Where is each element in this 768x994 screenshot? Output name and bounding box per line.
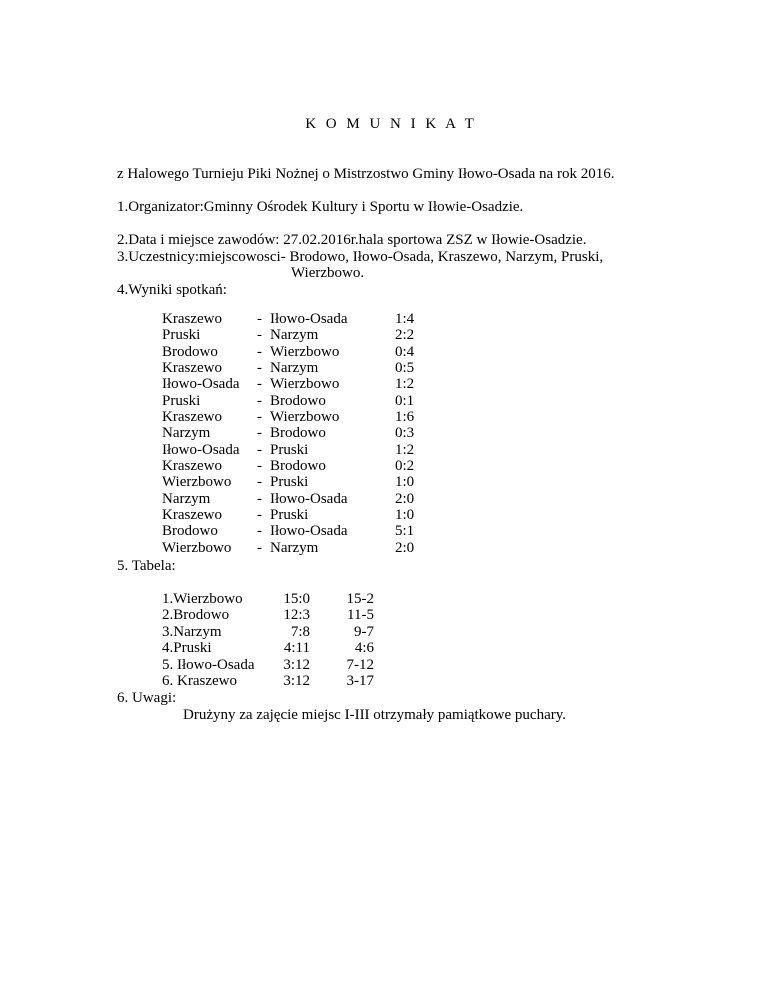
result-away-team: Iłowo-Osada	[270, 490, 348, 507]
standings-points: 7-12	[346, 656, 374, 673]
result-home-team: Wierzbowo	[162, 474, 232, 491]
result-score: 0:1	[395, 392, 415, 409]
result-away-team: Brodowo	[270, 457, 326, 474]
result-home-team: Kraszewo	[162, 359, 222, 376]
notes-heading: 6. Uwagi:	[117, 690, 177, 706]
result-home-team: Pruski	[162, 327, 201, 344]
result-home-team: Narzym	[162, 425, 211, 442]
result-away-team: Wierzbowo	[270, 376, 340, 393]
results-heading: 4.Wyniki spotkań:	[117, 282, 227, 298]
result-dash: -	[257, 490, 262, 507]
result-away-team: Narzym	[270, 539, 319, 556]
participants-line: 3.Uczestnicy:miejscowosci- Brodowo, Iłowo-Osada, Kraszewo, Narzym, Pruski,	[117, 249, 604, 265]
notes-text: Drużyny za zajęcie miejsc I-III otrzymały pamiątkowe puchary.	[183, 707, 567, 723]
result-away-team: Brodowo	[270, 425, 326, 442]
result-away-team: Iłowo-Osada	[270, 311, 348, 327]
table-heading: 5. Tabela:	[117, 558, 176, 574]
result-away-team: Brodowo	[270, 392, 326, 409]
result-dash: -	[257, 376, 262, 393]
standings-points: 4:6	[354, 640, 374, 657]
result-dash: -	[257, 506, 262, 523]
result-dash: -	[257, 343, 262, 360]
standings-goals: 12:3	[283, 607, 310, 624]
result-score: 0:3	[395, 425, 415, 442]
standings-goals: 7:8	[290, 623, 310, 640]
result-away-team: Narzym	[270, 327, 319, 344]
standings-goals: 3:12	[283, 656, 310, 673]
result-score: 1:0	[395, 474, 415, 491]
standings-team: 3.Narzym	[162, 623, 222, 640]
result-score: 1:2	[395, 376, 415, 393]
result-home-team: Iłowo-Osada	[162, 441, 240, 458]
result-score: 0:5	[395, 359, 415, 376]
result-home-team: Narzym	[162, 490, 211, 507]
standings-points: 11-5	[347, 607, 374, 624]
result-score: 0:4	[395, 343, 415, 360]
result-score: 0:2	[395, 457, 415, 474]
standings-team: 6. Kraszewo	[162, 672, 237, 689]
result-dash: -	[257, 311, 262, 327]
result-away-team: Wierzbowo	[270, 343, 340, 360]
result-dash: -	[257, 523, 262, 540]
result-score: 2:0	[395, 539, 415, 556]
organizer-line: 1.Organizator:Gminny Ośrodek Kultury i Sportu w Iłowie-Osadzie.	[117, 199, 524, 215]
result-score: 1:6	[395, 408, 415, 425]
standings-team: 4.Pruski	[162, 640, 212, 657]
result-dash: -	[257, 359, 262, 376]
result-dash: -	[257, 457, 262, 474]
result-away-team: Pruski	[270, 474, 309, 491]
result-dash: -	[257, 392, 262, 409]
result-dash: -	[257, 327, 262, 344]
standings-team: 2.Brodowo	[162, 607, 230, 624]
result-away-team: Pruski	[270, 506, 309, 523]
result-home-team: Kraszewo	[162, 408, 222, 425]
result-dash: -	[257, 408, 262, 425]
standings-points: 9-7	[354, 623, 374, 640]
result-score: 1:2	[395, 441, 415, 458]
result-home-team: Brodowo	[162, 343, 218, 360]
result-away-team: Pruski	[270, 441, 309, 458]
standings-points: 15-2	[346, 591, 374, 607]
result-away-team: Iłowo-Osada	[270, 523, 348, 540]
standings-goals: 15:0	[283, 591, 310, 607]
result-score: 5:1	[395, 523, 415, 540]
result-home-team: Kraszewo	[162, 506, 222, 523]
result-dash: -	[257, 441, 262, 458]
intro-line: z Halowego Turnieju Piki Nożnej o Mistrzostwo Gminy Iłowo-Osada na rok 2016.	[117, 166, 615, 182]
result-score: 1:0	[395, 506, 415, 523]
result-home-team: Pruski	[162, 392, 201, 409]
result-score: 2:0	[395, 490, 415, 507]
standings-team: 5. Iłowo-Osada	[162, 656, 255, 673]
result-dash: -	[257, 474, 262, 491]
standings-goals: 4:11	[283, 640, 310, 657]
standings-points: 3-17	[346, 672, 374, 689]
result-home-team: Kraszewo	[162, 457, 222, 474]
result-home-team: Brodowo	[162, 523, 218, 540]
result-home-team: Wierzbowo	[162, 539, 232, 556]
standings-goals: 3:12	[283, 672, 310, 689]
result-away-team: Narzym	[270, 359, 319, 376]
document-title: K O M U N I K A T	[305, 116, 477, 132]
result-home-team: Iłowo-Osada	[162, 376, 240, 393]
result-dash: -	[257, 425, 262, 442]
result-away-team: Wierzbowo	[270, 408, 340, 425]
date-place-line: 2.Data i miejsce zawodów: 27.02.2016r.hala sportowa ZSZ w Iłowie-Osadzie.	[117, 232, 587, 248]
result-score: 1:4	[395, 311, 415, 327]
result-score: 2:2	[395, 327, 415, 344]
standings-team: 1.Wierzbowo	[162, 591, 243, 607]
participants-line-continued: Wierzbowo.	[291, 265, 365, 281]
result-home-team: Kraszewo	[162, 311, 222, 327]
result-dash: -	[257, 539, 262, 556]
